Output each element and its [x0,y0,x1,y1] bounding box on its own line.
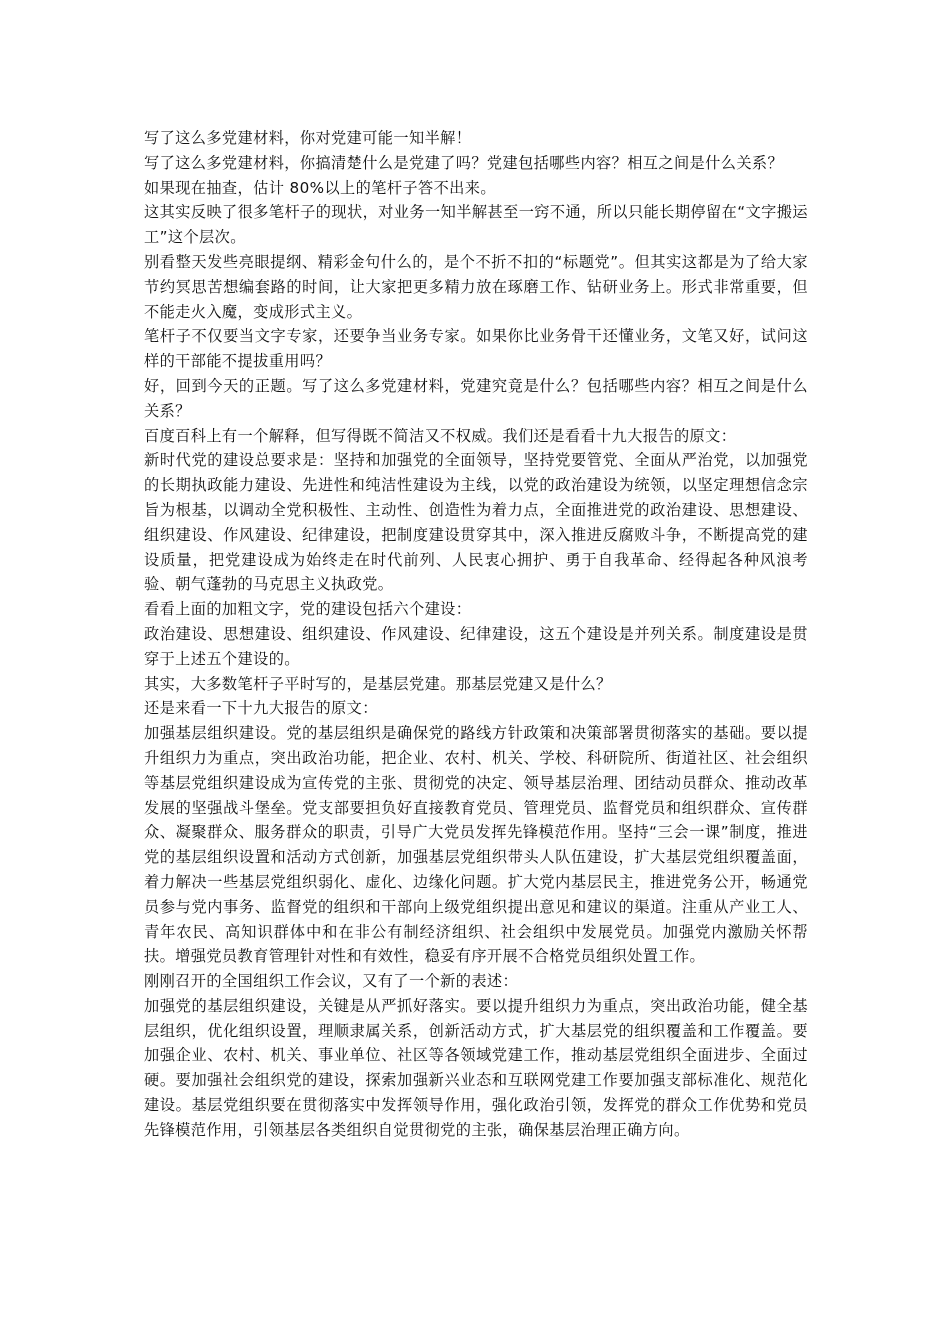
paragraph-4: 这其实反映了很多笔杆子的现状，对业务一知半解甚至一窍不通，所以只能长期停留在“文字搬运工”这个层次。 [144,203,808,247]
paragraph-3: 如果现在抽查，估计 80%以上的笔杆子答不出来。 [144,178,496,197]
paragraph-15: 刚刚召开的全国组织工作会议，又有了一个新的表述： [144,972,519,991]
paragraph-7: 好，回到今天的正题。写了这么多党建材料，党建究竟是什么？包括哪些内容？相互之间是什么关系？ [144,376,808,420]
paragraph-6: 笔杆子不仅要当文字专家，还要争当业务专家。如果你比业务骨干还懂业务，文笔又好，试问这样的干部能不提拔重用吗？ [144,327,808,371]
paragraph-11: 政治建设、思想建设、组织建设、作风建设、纪律建设，这五个建设是并列关系。制度建设是贯穿于上述五个建设的。 [144,624,808,668]
paragraph-14: 加强基层组织建设。党的基层组织是确保党的路线方针政策和决策部署贯彻落实的基础。要以提升组织力为重点，突出政治功能，把企业、农村、机关、学校、科研院所、街道社区、社会组织等基层党组织建设成为宣传党的主张、贯彻党的决定、领导基层治理、团结动员群众、推动改革发展的坚强战斗堡垒。党支部要担负好直接教育党员、管理党员、监督党员和组织群众、宣传群众、凝聚群众、服务群众的职责，引导广大党员发挥先锋模范作用。坚持“三会一课”制度，推进党的基层组织设置和活动方式创新，加强基层党组织带头人队伍建设，扩大基层党组织覆盖面，着力解决一些基层党组织弱化、虚化、边缘化问题。扩大党内基层民主，推进党务公开，畅通党员参与党内事务、监督党的组织和干部向上级党组织提出意见和建议的渠道。注重从产业工人、青年农民、高知识群体中和在非公有制经济组织、社会组织中发展党员。加强党内激励关怀帮扶。增强党员教育管理针对性和有效性，稳妥有序开展不合格党员组织处置工作。 [144,724,808,966]
paragraph-2: 写了这么多党建材料，你搞清楚什么是党建了吗？党建包括哪些内容？相互之间是什么关系？ [144,153,784,172]
paragraph-5: 别看整天发些亮眼提纲、精彩金句什么的，是个不折不扣的“标题党”。但其实这都是为了给大家节约冥思苦想编套路的时间，让大家把更多精力放在琢磨工作、钻研业务上。形式非常重要，但不能走火入魔，变成形式主义。 [144,252,808,321]
paragraph-16: 加强党的基层组织建设，关键是从严抓好落实。要以提升组织力为重点，突出政治功能，健全基层组织，优化组织设置，理顺隶属关系，创新活动方式，扩大基层党的组织覆盖和工作覆盖。要加强企业、农村、机关、事业单位、社区等各领域党建工作，推动基层党组织全面进步、全面过硬。要加强社会组织党的建设，探索加强新兴业态和互联网党建工作要加强支部标准化、规范化建设。基层党组织要在贯彻落实中发挥领导作用，强化政治引领，发挥党的群众工作优势和党员先锋模范作用，引领基层各类组织自觉贯彻党的主张，确保基层治理正确方向。 [144,996,808,1139]
paragraph-12: 其实，大多数笔杆子平时写的，是基层党建。那基层党建又是什么？ [144,674,612,693]
paragraph-13: 还是来看一下十九大报告的原文： [144,699,378,718]
paragraph-8: 百度百科上有一个解释，但写得既不简洁又不权威。我们还是看看十九大报告的原文： [144,426,737,445]
paragraph-9: 新时代党的建设总要求是：坚持和加强党的全面领导，坚持党要管党、全面从严治党，以加强党的长期执政能力建设、先进性和纯洁性建设为主线，以党的政治建设为统领，以坚定理想信念宗旨为根基，以调动全党积极性、主动性、创造性为着力点，全面推进党的政治建设、思想建设、组织建设、作风建设、纪律建设，把制度建设贯穿其中，深入推进反腐败斗争，不断提高党的建设质量，把党建设成为始终走在时代前列、人民衷心拥护、勇于自我革命、经得起各种风浪考验、朝气蓬勃的马克思主义执政党。 [144,451,808,594]
paragraph-1: 写了这么多党建材料，你对党建可能一知半解！ [144,129,472,147]
document-body [144,126,808,1143]
paragraph-10: 看看上面的加粗文字，党的建设包括六个建设： [144,600,472,619]
